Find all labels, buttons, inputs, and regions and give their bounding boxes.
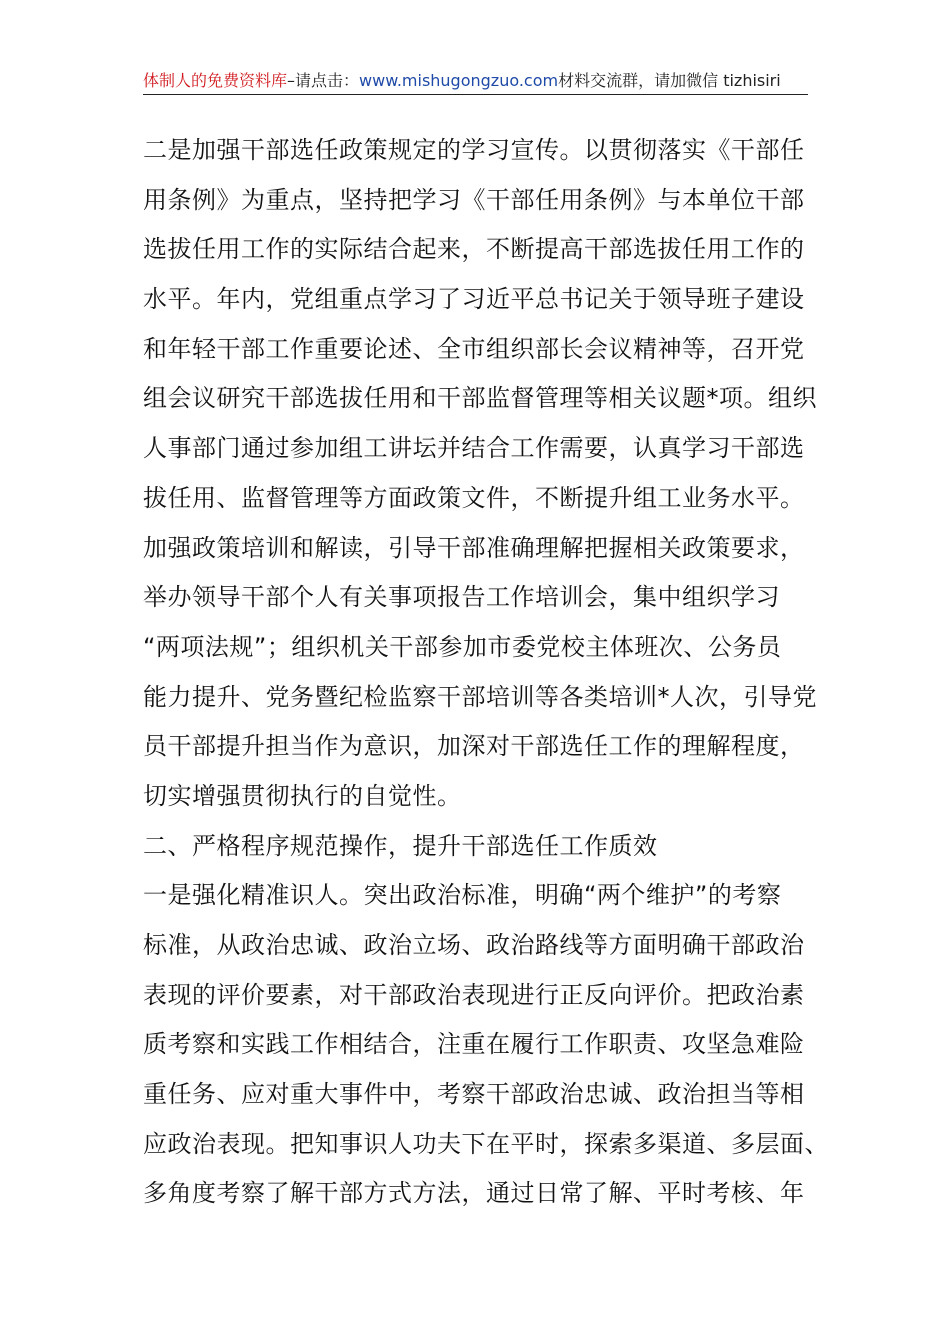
text-line: 用条例》为重点，坚持把学习《干部任用条例》与本单位干部 bbox=[143, 185, 805, 214]
text-line: 组会议研究干部选拔任用和干部监督管理等相关议题*项。组织 bbox=[143, 384, 817, 413]
text-line: 表现的评价要素，对干部政治表现进行正反向评价。把政治素 bbox=[143, 980, 805, 1009]
text-line: 二是加强干部选任政策规定的学习宣传。以贯彻落实《干部任 bbox=[143, 136, 805, 164]
header-brand: 体制人的免费资料库 bbox=[143, 71, 288, 90]
page-header bbox=[143, 68, 808, 95]
text-line: 选拔任用工作的实际结合起来，不断提高干部选拔任用工作的 bbox=[143, 235, 805, 264]
text-line: 加强政策培训和解读，引导干部准确理解把握相关政策要求， bbox=[143, 533, 805, 562]
text-line: 拔任用、监督管理等方面政策文件，不断提升组工业务水平。 bbox=[143, 483, 805, 512]
section-heading: 二、严格程序规范操作，提升干部选任工作质效 bbox=[143, 831, 658, 860]
text-line: 能力提升、党务暨纪检监察干部培训等各类培训*人次，引导党 bbox=[143, 682, 817, 711]
header-suffix: 材料交流群，请加微信 tizhisiri bbox=[558, 71, 781, 90]
text-line: 员干部提升担当作为意识，加深对干部选任工作的理解程度， bbox=[143, 732, 805, 761]
text-line: 多角度考察了解干部方式方法，通过日常了解、平时考核、年 bbox=[143, 1179, 805, 1208]
header-prompt: –请点击： bbox=[287, 71, 360, 90]
text-line: “两项法规”；组织机关干部参加市委党校主体班次、公务员 bbox=[143, 632, 782, 661]
text-line: 人事部门通过参加组工讲坛并结合工作需要，认真学习干部选 bbox=[143, 434, 805, 463]
text-line: 和年轻干部工作重要论述、全市组织部长会议精神等，召开党 bbox=[143, 334, 805, 363]
text-line: 举办领导干部个人有关事项报告工作培训会，集中组织学习 bbox=[143, 583, 780, 612]
text-line: 标准，从政治忠诚、政治立场、政治路线等方面明确干部政治 bbox=[143, 931, 805, 959]
text-line: 水平。年内，党组重点学习了习近平总书记关于领导班子建设 bbox=[143, 285, 805, 314]
text-line: 切实增强贯彻执行的自觉性。 bbox=[143, 781, 462, 810]
text-line: 应政治表现。把知事识人功夫下在平时，探索多渠道、多层面、 bbox=[143, 1129, 829, 1158]
text-line: 重任务、应对重大事件中，考察干部政治忠诚、政治担当等相 bbox=[143, 1080, 805, 1109]
text-line: 质考察和实践工作相结合，注重在履行工作职责、攻坚急难险 bbox=[143, 1030, 805, 1059]
document-body bbox=[143, 126, 829, 1219]
text-line: 一是强化精准识人。突出政治标准，明确“两个维护”的考察 bbox=[143, 881, 782, 910]
header-url-link[interactable]: www.mishugongzuo.com bbox=[359, 71, 559, 90]
